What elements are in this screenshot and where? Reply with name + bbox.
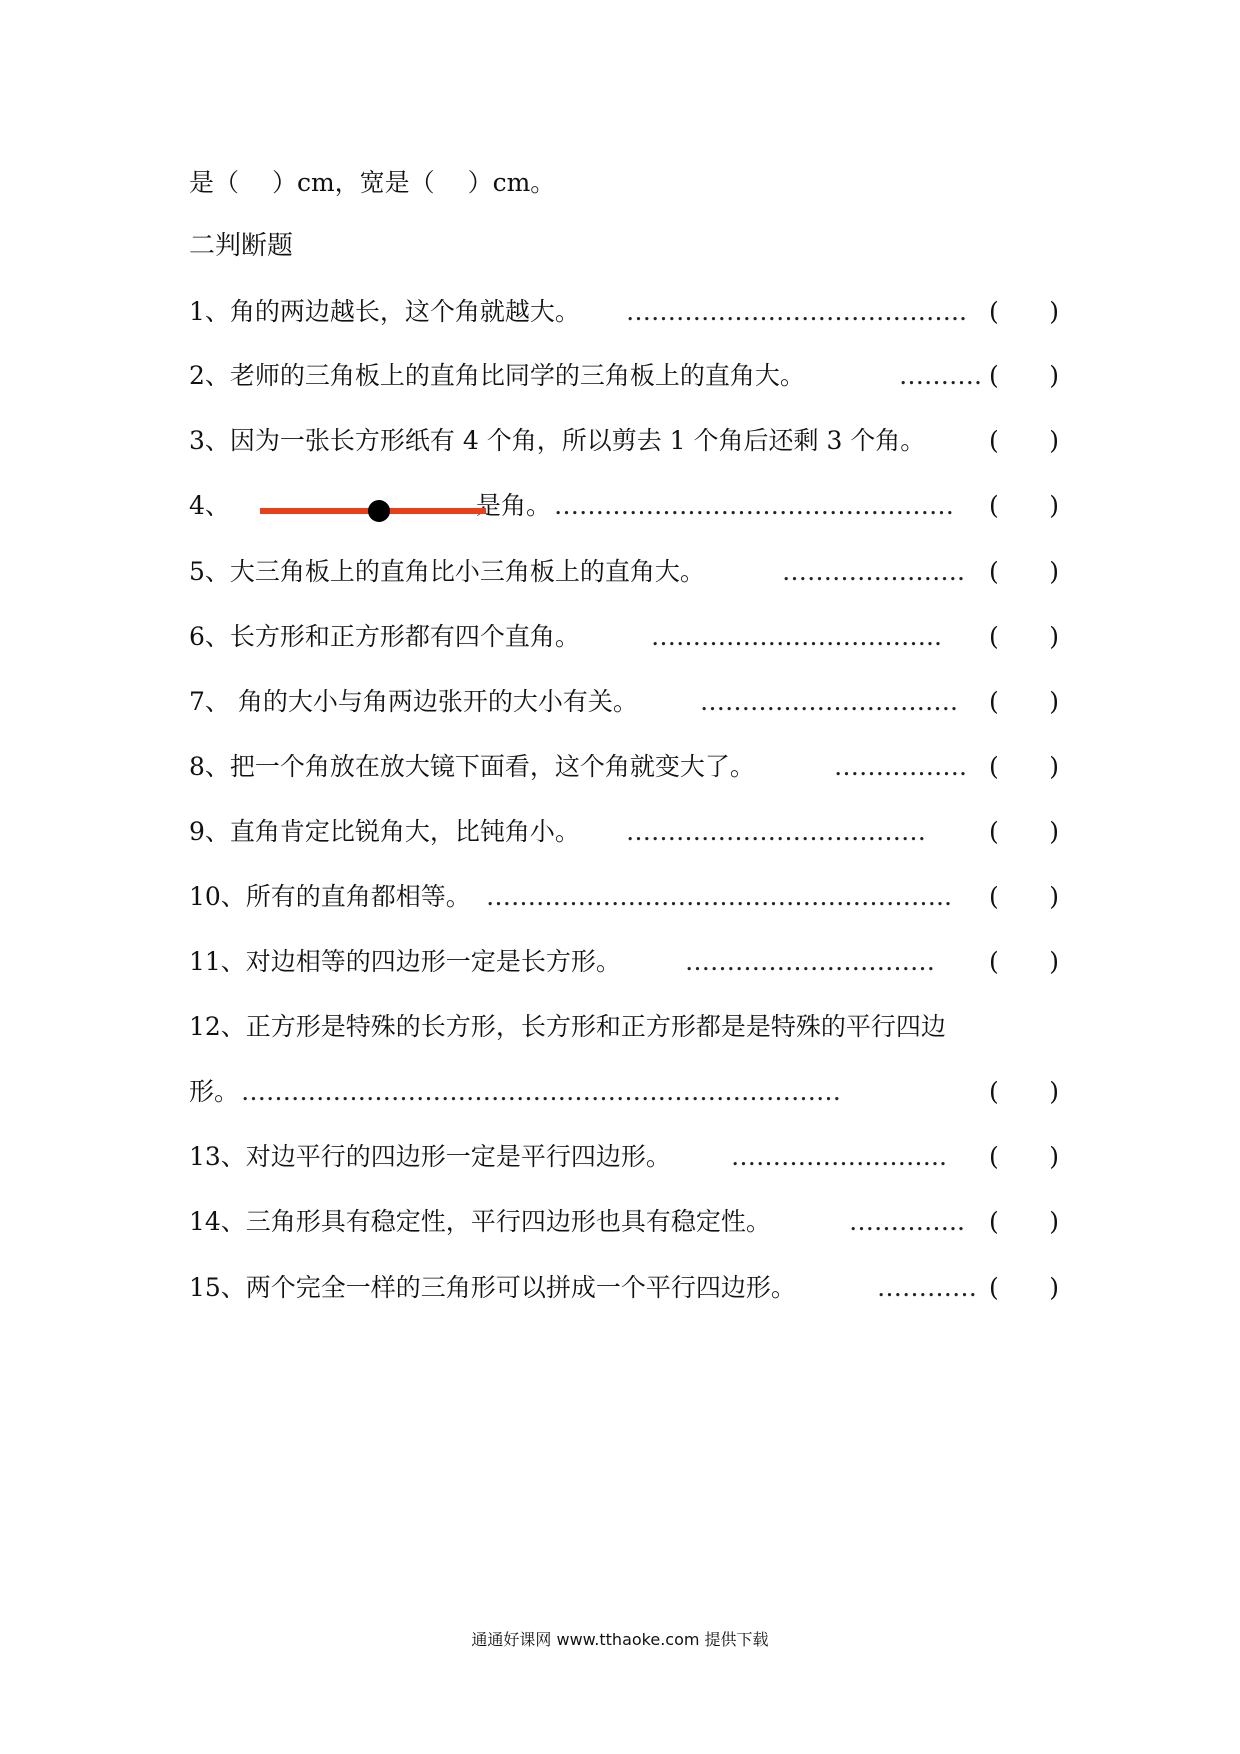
answer-blank[interactable]: ( ) (989, 426, 1059, 455)
question-item-12 (189, 1007, 1059, 1047)
question-text: 2、老师的三角板上的直角比同学的三角板上的直角大。 (189, 361, 805, 390)
answer-blank[interactable]: ( ) (989, 1207, 1059, 1236)
question-item-5 (189, 552, 1059, 592)
question-text: 形。 (189, 1077, 240, 1106)
answer-blank[interactable]: ( ) (989, 947, 1059, 976)
question-text: 4、 (189, 491, 230, 520)
answer-blank[interactable]: ( ) (989, 817, 1059, 846)
answer-blank[interactable]: ( ) (989, 297, 1059, 326)
answer-blank[interactable]: ( ) (989, 622, 1059, 651)
question-text-after-figure: 是角。 (476, 491, 552, 520)
question-item-15 (189, 1268, 1059, 1308)
leader-dots: ………………………… (685, 947, 935, 976)
question-item-12-continued (189, 1072, 1059, 1112)
question-text: 9、直角肯定比锐角大，比钝角小。 (189, 817, 580, 846)
question-text: 1、角的两边越长，这个角就越大。 (189, 297, 580, 326)
leader-dots: …………………………. (700, 687, 958, 716)
question-text: 3、因为一张长方形纸有 4 个角，所以剪去 1 个角后还剩 3 个角。 (189, 426, 926, 455)
leader-dots: ………….. (849, 1207, 965, 1236)
question-text: 5、大三角板上的直角比小三角板上的直角大。 (189, 557, 705, 586)
question-item-7 (189, 682, 1059, 722)
question-text: 6、长方形和正方形都有四个直角。 (189, 622, 580, 651)
question-item-1 (189, 292, 1059, 332)
continuation-text: 是（ ）cm，宽是（ ）cm。 (189, 168, 556, 197)
question-item-6 (189, 617, 1059, 657)
leader-dots: ……………………………………………………………… (241, 1077, 841, 1106)
question-text: 11、对边相等的四边形一定是长方形。 (189, 947, 621, 976)
question-item-8 (189, 747, 1059, 787)
leader-dots: …………………. (782, 557, 965, 586)
previous-question-continuation (189, 163, 1059, 203)
answer-blank[interactable]: ( ) (989, 1142, 1059, 1171)
leader-dots: ……………………………… (626, 817, 926, 846)
question-text: 14、三角形具有稳定性，平行四边形也具有稳定性。 (189, 1207, 771, 1236)
answer-blank[interactable]: ( ) (989, 491, 1059, 520)
answer-blank[interactable]: ( ) (989, 1273, 1059, 1302)
question-text: 10、所有的直角都相等。 (189, 882, 471, 911)
answer-blank[interactable]: ( ) (989, 557, 1059, 586)
question-item-10 (189, 877, 1059, 917)
answer-blank[interactable]: ( ) (989, 361, 1059, 390)
straight-line-figure (258, 498, 488, 524)
question-text: 8、把一个角放在放大镜下面看，这个角就变大了。 (189, 752, 755, 781)
leader-dots: …………………….. (731, 1142, 947, 1171)
question-item-2 (189, 356, 1059, 396)
question-item-14 (189, 1202, 1059, 1242)
question-item-13 (189, 1137, 1059, 1177)
leader-dots: ………… (877, 1273, 977, 1302)
answer-blank[interactable]: ( ) (989, 882, 1059, 911)
question-text: 7、 角的大小与角两边张开的大小有关。 (189, 687, 638, 716)
question-text: 13、对边平行的四边形一定是平行四边形。 (189, 1142, 671, 1171)
question-text: 12、正方形是特殊的长方形，长方形和正方形都是是特殊的平行四边 (189, 1012, 946, 1041)
answer-blank[interactable]: ( ) (989, 752, 1059, 781)
answer-blank[interactable]: ( ) (989, 1077, 1059, 1106)
leader-dots: ………………………………….. (626, 297, 967, 326)
leader-dots: ……………. (834, 752, 967, 781)
leader-dots: ……………………………………………….. (486, 882, 952, 911)
question-item-9 (189, 812, 1059, 852)
leader-dots: …………………………….. (651, 622, 942, 651)
question-text: 15、两个完全一样的三角形可以拼成一个平行四边形。 (189, 1273, 796, 1302)
section-title: 二判断题 (189, 231, 294, 261)
answer-blank[interactable]: ( ) (989, 687, 1059, 716)
leader-dots: ………………………………………… (554, 491, 954, 520)
leader-dots: ………. (899, 361, 982, 390)
footer-source-text: 通通好课网 www.tthaoke.com 提供下载 (471, 1630, 769, 1649)
vertex-dot (368, 500, 390, 522)
question-item-3 (189, 421, 1059, 461)
question-item-11 (189, 942, 1059, 982)
